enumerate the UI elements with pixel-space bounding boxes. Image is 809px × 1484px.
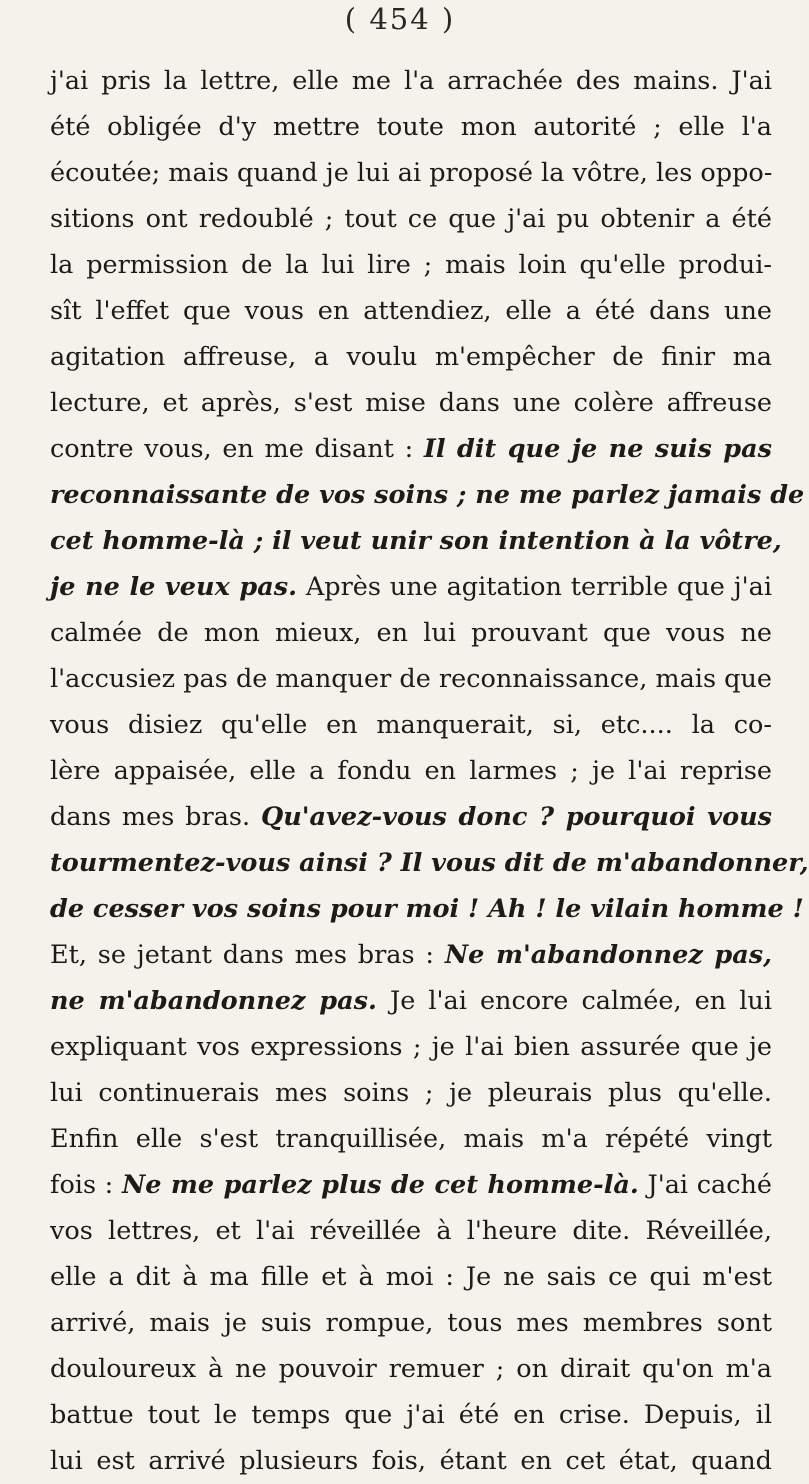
text-line: dans mes bras. Qu'avez-vous donc ? pourquoi vous (50, 802, 772, 832)
text-line: j'ai pris la lettre, elle me l'a arrachée des mains. J'ai (50, 66, 772, 96)
text-line: je ne le veux pas. Après une agitation terrible que j'ai (50, 572, 772, 602)
text-line: tourmentez-vous ainsi ? Il vous dit de m'abandonner, (50, 848, 809, 878)
text-line: lui est arrivé plusieurs fois, étant en cet état, quand (50, 1446, 772, 1476)
text-line: Et, se jetant dans mes bras : Ne m'abandonnez pas, (50, 940, 773, 970)
text-line: contre vous, en me disant : Il dit que je ne suis pas (50, 434, 772, 464)
text-line: été obligée d'y mettre toute mon autorité ; elle l'a (50, 112, 772, 142)
text-line: écoutée; mais quand je lui ai proposé la vôtre, les oppo- (50, 158, 773, 188)
text-line: fois : Ne me parlez plus de cet homme-là. J'ai caché (50, 1170, 772, 1200)
text-line: expliquant vos expressions ; je l'ai bien assurée que je (50, 1032, 772, 1062)
body-text (50, 58, 809, 1484)
text-line: battue tout le temps que j'ai été en crise. Depuis, il (50, 1400, 772, 1430)
text-line: sitions ont redoublé ; tout ce que j'ai pu obtenir a été (50, 204, 772, 234)
text-line: reconnaissante de vos soins ; ne me parlez jamais de (50, 480, 805, 510)
text-line: de cesser vos soins pour moi ! Ah ! le vilain homme ! (50, 894, 804, 924)
text-line: lui continuerais mes soins ; je pleurais plus qu'elle. (50, 1078, 772, 1108)
text-line: lecture, et après, s'est mise dans une colère affreuse (50, 388, 772, 418)
text-line: sît l'effet que vous en attendiez, elle a été dans une (50, 296, 772, 326)
text-line: douloureux à ne pouvoir remuer ; on dirait qu'on m'a (50, 1354, 772, 1384)
text-line: calmée de mon mieux, en lui prouvant que vous ne (50, 618, 772, 648)
text-line: Enfin elle s'est tranquillisée, mais m'a répété vingt (50, 1124, 772, 1154)
text-line: ne m'abandonnez pas. Je l'ai encore calmée, en lui (50, 986, 772, 1016)
text-line: arrivé, mais je suis rompue, tous mes membres sont (50, 1308, 772, 1338)
text-line: agitation affreuse, a voulu m'empêcher de finir ma (50, 342, 772, 372)
text-line: vous disiez qu'elle en manquerait, si, etc.... la co- (50, 710, 772, 740)
text-line: cet homme-là ; il veut unir son intention à la vôtre, (50, 526, 782, 556)
page-number: ( 454 ) (344, 2, 456, 36)
text-line: lère appaisée, elle a fondu en larmes ; je l'ai reprise (50, 756, 772, 786)
text-line: l'accusiez pas de manquer de reconnaissance, mais que (50, 664, 772, 694)
text-line: vos lettres, et l'ai réveillée à l'heure dite. Réveillée, (50, 1216, 772, 1246)
text-line: la permission de la lui lire ; mais loin qu'elle produi- (50, 250, 772, 280)
text-line: elle a dit à ma fille et à moi : Je ne sais ce qui m'est (50, 1262, 772, 1292)
